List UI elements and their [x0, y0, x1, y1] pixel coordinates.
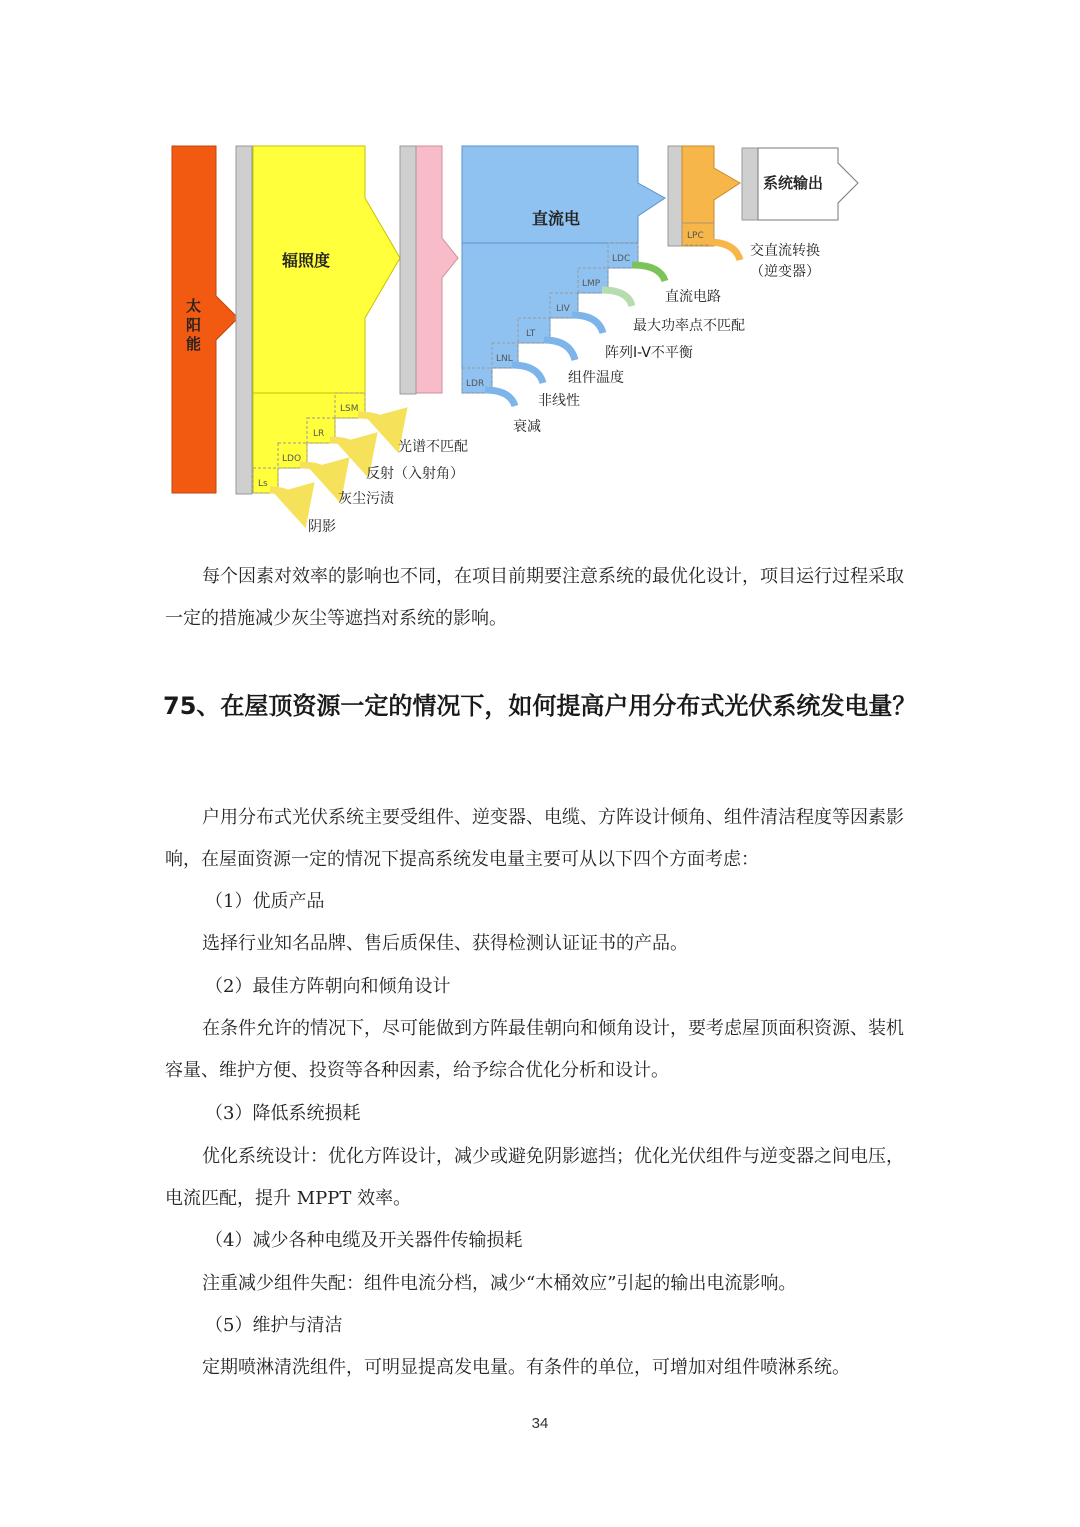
loss-code-mp: LMP [582, 279, 601, 289]
page-number: 34 [531, 1415, 549, 1432]
loss-code-iv: LIV [556, 304, 570, 314]
loss-shadow: 阴影 [308, 519, 336, 535]
loss-reflect: 反射（入射角） [366, 466, 464, 482]
loss-mppt: 最大功率点不匹配 [633, 318, 745, 334]
loss-dust: 灰尘污渍 [338, 491, 394, 507]
sun-block [172, 146, 238, 493]
loss-code-nl: LNL [496, 354, 513, 364]
body-paragraph: 户用分布式光伏系统主要受组件、逆变器、电缆、方阵设计倾角、组件清洁程度等因素影响，在屋面资源一定的情况下提高系统发电量主要可从以下四个方面考虑： [165, 807, 904, 870]
item-5-text: 定期喷淋清洗组件，可明显提高发电量。有条件的单位，可增加对组件喷淋系统。 [202, 1357, 850, 1378]
sun-label: 太阳能 [184, 298, 202, 355]
loss-code-t: LT [526, 329, 536, 339]
loss-array-iv: 阵列I-V不平衡 [605, 345, 693, 361]
loss-code-pc: LPC [687, 231, 704, 241]
item-1-text: 选择行业知名品牌、售后质保佳、获得检测认证证书的产品。 [202, 933, 688, 954]
loss-spectrum: 光谱不匹配 [398, 439, 468, 455]
loss-inverter-2: （逆变器） [750, 264, 820, 280]
loss-code-sm: LSM [340, 404, 359, 414]
loss-nonlinear: 非线性 [538, 393, 580, 409]
pv-loss-diagram [160, 138, 880, 543]
question-heading: 75、在屋顶资源一定的情况下，如何提高户用分布式光伏系统发电量？ [163, 692, 917, 720]
item-4-text: 注重减少组件失配：组件电流分档，减少“木桶效应”引起的输出电流影响。 [202, 1273, 797, 1294]
dc-block [462, 146, 665, 243]
dc-label: 直流电 [532, 209, 581, 228]
loss-code-dr: LDR [466, 379, 485, 389]
loss-temp: 组件温度 [568, 370, 624, 386]
item-5-title: （5）维护与清洁 [205, 1315, 343, 1336]
irradiance-label: 辐照度 [282, 251, 331, 270]
inverter-block [682, 146, 740, 223]
loss-code-do: LDO [282, 454, 302, 464]
item-2-title: （2）最佳方阵朝向和倾角设计 [205, 976, 451, 997]
item-4-title: （4）减少各种电缆及开关器件传输损耗 [205, 1230, 523, 1251]
panel-plate [236, 146, 252, 494]
loss-inverter-1: 交直流转换 [750, 243, 820, 259]
item-2-text: 在条件允许的情况下，尽可能做到方阵最佳朝向和倾角设计，要考虑屋顶面积资源、装机容量、维护方便、投资等各种因素，给予综合优化分析和设计。 [165, 1018, 904, 1081]
item-1-title: （1）优质产品 [205, 891, 325, 912]
intro-paragraph: 每个因素对效率的影响也不同，在项目前期要注意系统的最优化设计，项目运行过程采取一定的措施减少灰尘等遮挡对系统的影响。 [165, 566, 904, 629]
loss-code-dc: LDC [612, 254, 631, 264]
loss-dc-circuit: 直流电路 [665, 289, 721, 305]
output-label: 系统输出 [763, 174, 824, 192]
loss-code-r: LR [313, 429, 325, 439]
item-3-title: （3）降低系统损耗 [205, 1103, 361, 1124]
loss-code-s: Ls [258, 479, 268, 489]
item-3-text: 优化系统设计：优化方阵设计，减少或避免阴影遮挡；优化光伏组件与逆变器之间电压，电流匹配，提升 MPPT 效率。 [165, 1146, 904, 1209]
loss-degrade: 衰减 [513, 419, 541, 435]
